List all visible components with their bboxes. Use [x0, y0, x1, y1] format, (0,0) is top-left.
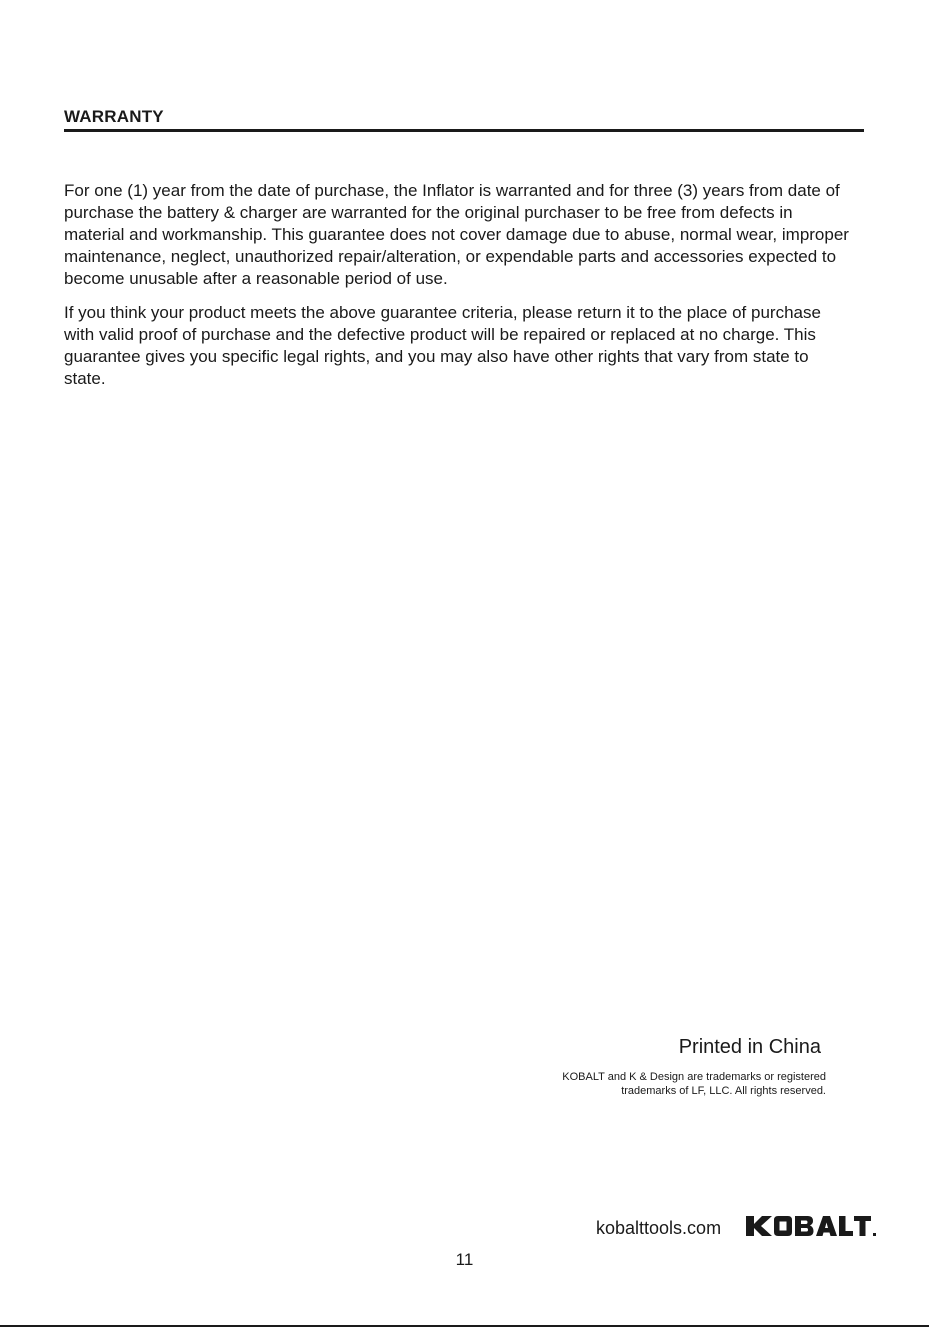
kobalt-logo	[746, 1212, 878, 1240]
trademark-notice	[506, 1070, 826, 1098]
bottom-divider	[0, 1325, 929, 1327]
website-link[interactable]: kobalttools.com	[596, 1218, 722, 1238]
page-number: 11	[455, 1250, 474, 1269]
warranty-paragraph-1: For one (1) year from the date of purchase, the Inflator is warranted and for three (3) years from date of purchase the battery & charger are warranted for the original purchaser to be free from defects in material and workmanship. This guarantee does not cover damage due to abuse, normal wear, improper maintenance, neglect, unauthorized repair/alteration, or expendable parts and accessories expected to become unusable after a reasonable period of use.	[64, 181, 849, 288]
printed-in-label: Printed in China	[678, 1036, 821, 1058]
trademark-line-2: trademarks of LF, LLC. All rights reserved.	[621, 1085, 826, 1097]
title-divider	[64, 129, 864, 132]
warranty-paragraph-2: If you think your product meets the above guarantee criteria, please return it to the place of purchase with valid proof of purchase and the defective product will be repaired or replaced at no charge. This guarantee gives you specific legal rights, and you may also have other rights that vary from state to state.	[64, 303, 821, 388]
section-title: WARRANTY	[64, 107, 164, 126]
trademark-line-1: KOBALT and K & Design are trademarks or registered	[562, 1071, 826, 1083]
